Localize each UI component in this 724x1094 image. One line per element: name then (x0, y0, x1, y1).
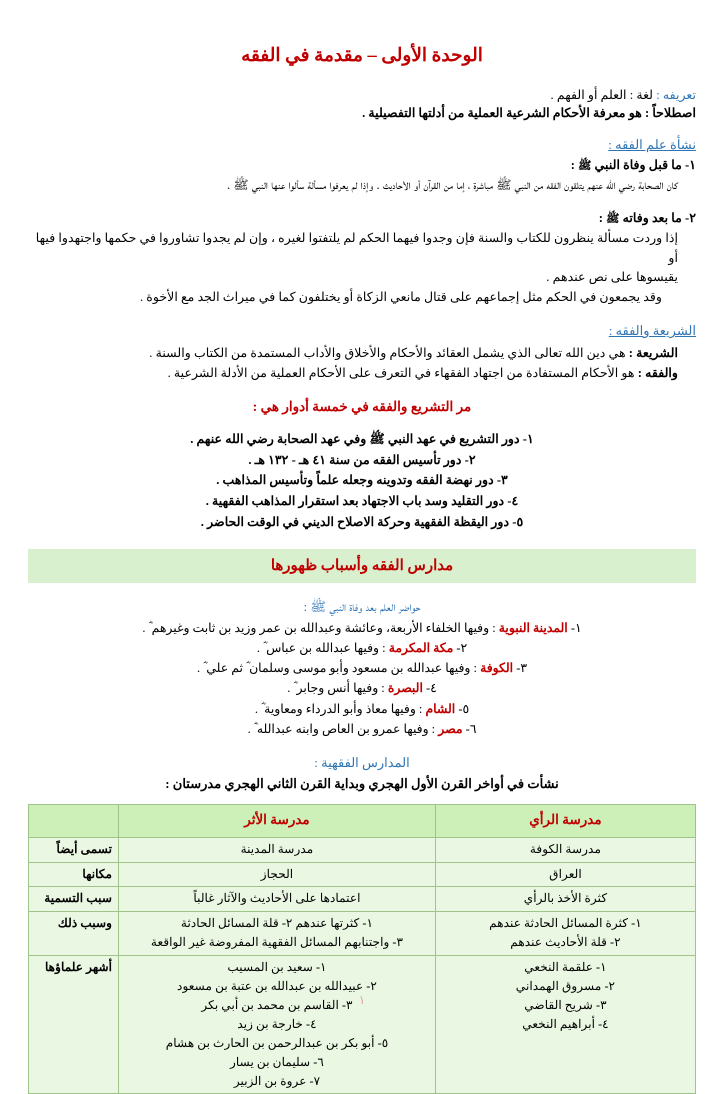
table-header-ray: مدرسة الرأي (435, 805, 695, 837)
center-name: المدينة النبوية (498, 621, 568, 636)
fiqh-label: والفقه : (637, 365, 678, 380)
definition-label: تعريفه : (656, 88, 696, 103)
row-label: مكانها (29, 862, 119, 887)
cell-line: اعتمادها على الأحاديث والآثار غالباً (193, 891, 361, 906)
definition-linguistic-text: لغة : العلم أو الفهم . (550, 88, 654, 103)
cell-line: ١- كثرة المسائل الحادثة عندهم (489, 916, 642, 931)
origin-section (28, 135, 696, 307)
cell-line: ٣- واجتنابهم المسائل الفقهية المفروضة غير الواقعة (150, 935, 404, 950)
schools-intro: نشأت في أواخر القرن الأول الهجري وبداية القرن الثاني الهجري مدرستان : (165, 776, 559, 792)
center-desc: : وفيها عبدالله بن مسعود وأبو موسى وسلمان ؓ ثم علي ؓ . (196, 661, 477, 676)
table-row (29, 887, 696, 912)
cell-line: ٤- خارجة بن زيد (237, 1016, 317, 1031)
cell-athar (119, 912, 436, 956)
origin-item-2-title (28, 209, 696, 229)
origin-item-2-colon: : (598, 211, 603, 226)
stages-list (28, 429, 696, 533)
salla-allah-icon-2: ﷺ (606, 213, 620, 226)
origin-item-1-label: ما قبل وفاة النبي (594, 158, 682, 173)
list-item (28, 678, 696, 698)
section-banner: مدارس الفقه وأسباب ظهورها (28, 549, 696, 583)
center-desc: : وفيها الخلفاء الأربعة، وعائشة وعبدالله بن عمر وزيد بن ثابت وغيرهم ؓ . (142, 621, 496, 636)
cell-ray (435, 956, 695, 1094)
list-item (28, 658, 696, 678)
center-number: ٢- (456, 641, 468, 656)
cell-line: مدرسة المدينة (240, 841, 314, 856)
cell-line: ٤- أبراهيم النخعي (522, 1016, 609, 1031)
schools-heading: المدارس الفقهية : (314, 754, 410, 770)
stages-heading: مر التشريع والفقه في خمسة أدوار هي : (252, 398, 472, 414)
schools-section (28, 753, 696, 1094)
origin-item-2-body-line2: يقيسوها على نص عندهم . (546, 270, 678, 285)
cell-athar (119, 887, 436, 912)
cell-ray (435, 862, 695, 887)
sharia-fiqh-heading: الشريعة والفقه : (608, 323, 696, 339)
cell-line: ٢- عبيدالله بن عبدالله بن عتبة بن مسعود (177, 979, 377, 994)
cell-line: ٥- أبو بكر بن عبدالرحمن بن الحارث بن هشام (165, 1035, 389, 1050)
page-title: الوحدة الأولى – مقدمة في الفقه (241, 46, 483, 66)
center-desc: : وفيها عبدالله بن عباس ؓ . (256, 641, 386, 656)
origin-heading: نشأة علم الفقه : (608, 136, 696, 152)
center-number: ٦- (465, 721, 477, 736)
cell-athar (119, 837, 436, 862)
center-name: البصرة (387, 681, 423, 696)
cell-athar (119, 862, 436, 887)
center-name: مكة المكرمة (388, 641, 454, 656)
list-item (28, 638, 696, 658)
sharia-text: هي دين الله تعالى الذي يشمل العقائد والأحكام والأخلاق والأداب المستمدة من الكتاب والسنة . (149, 345, 626, 360)
origin-item-1-body: كان الصحابة رضي الله عنهم يتلقون الفقه من النبي ﷺ مباشرة ، إما من القرآن أو الأحاديث . وإذا لم يعرفوا مسألة سألوا عنها النبي ﷺ . (227, 177, 678, 192)
origin-item-1-colon: : (570, 158, 575, 173)
center-name: الشام (425, 701, 456, 716)
origin-item-1-number: ١- (685, 158, 696, 173)
center-desc: : وفيها معاذ وأبو الدرداء ومعاوية ؓ . (254, 701, 423, 716)
table-row (29, 912, 696, 956)
table-row (29, 837, 696, 862)
schools-table (28, 804, 696, 1094)
cell-line: ١- كثرتها عندهم ٢- قلة المسائل الحادثة (180, 916, 374, 931)
list-item (28, 719, 696, 739)
table-header-athar: مدرسة الأثر (119, 805, 436, 837)
table-row (29, 956, 696, 1094)
stages-section (28, 399, 696, 533)
origin-item-2-number: ٢- (685, 211, 696, 226)
cell-line: العراق (549, 866, 582, 881)
cell-ray (435, 837, 695, 862)
centers-section (28, 597, 696, 739)
stage-item: ٢- دور تأسيس الفقه من سنة ٤١ هـ - ١٣٢ هـ . (248, 452, 476, 467)
cell-line: ٣- القاسم بن محمد بن أبي بكر (201, 997, 353, 1012)
center-number: ١- (570, 621, 582, 636)
cell-line: ١- علقمة النخعي (524, 960, 607, 975)
row-label: تسمى أيضاً (29, 837, 119, 862)
table-row (29, 862, 696, 887)
list-item (28, 699, 696, 719)
center-name: الكوفة (480, 661, 514, 676)
origin-item-2-label: ما بعد وفاته (622, 211, 682, 226)
cell-line: ٦- سليمان بن يسار (230, 1054, 324, 1069)
page-number: ١ (358, 993, 366, 1007)
stage-item: ٥- دور اليقظة الفقهية وحركة الاصلاح الديني في الوقت الحاضر . (200, 514, 524, 529)
fiqh-row (28, 363, 696, 383)
cell-line: مدرسة الكوفة (529, 841, 601, 856)
origin-item-1-title (28, 156, 696, 176)
row-label: وسبب ذلك (29, 912, 119, 956)
cell-line: ٢- مسروق الهمداني (515, 979, 616, 994)
cell-line: ٧- عروة بن الزبير (233, 1073, 321, 1088)
table-header-blank (29, 805, 119, 837)
stage-item: ٤- دور التقليد وسد باب الاجتهاد بعد استقرار المذاهب الفقهية . (205, 494, 519, 509)
row-label: سبب التسمية (29, 887, 119, 912)
definition-section (28, 86, 696, 121)
cell-ray (435, 887, 695, 912)
center-desc: : وفيها عمرو بن العاص وابنه عبدالله ؓ . (247, 721, 436, 736)
cell-line: كثرة الأخذ بالرأي (523, 891, 608, 906)
cell-athar (119, 956, 436, 1094)
centers-heading: حواضر العلم بعد وفاة النبي ﷺ : (303, 598, 421, 614)
sharia-fiqh-section (28, 321, 696, 383)
salla-allah-icon: ﷺ (578, 160, 592, 173)
center-number: ٣- (516, 661, 527, 676)
table-header-row (29, 805, 696, 837)
center-number: ٥- (458, 701, 470, 716)
cell-line: ١- سعيد بن المسيب (227, 960, 327, 975)
center-number: ٤- (426, 681, 437, 696)
center-desc: : وفيها أنس وجابر ؓ . (287, 681, 385, 696)
definition-linguistic-line (28, 86, 696, 105)
center-name: مصر (438, 721, 463, 736)
cell-ray (435, 912, 695, 956)
list-item (28, 618, 696, 638)
row-label: أشهر علماؤها (29, 956, 119, 1094)
stage-item: ١- دور التشريع في عهد النبي ﷺ وفي عهد الصحابة رضي الله عنهم . (190, 431, 534, 446)
centers-list (28, 618, 696, 739)
origin-item-2-body-line3: وقد يجمعون في الحكم مثل إجماعهم على قتال مانعي الزكاة أو يختلفون كما في ميراث الجد مع الأخوة . (139, 289, 662, 304)
cell-line: الحجاز (260, 866, 294, 881)
cell-line: ٢- قلة الأحاديث عندهم (510, 935, 621, 950)
origin-item-2-body-line1: إذا وردت مسألة ينظرون للكتاب والسنة فإن وجدوا فيهما الحكم لم يلتفتوا لغيره ، وإن لم يجدوا تشاوروا في حكمها واجتهدوا فيها أو (35, 230, 678, 265)
sharia-row (28, 343, 696, 363)
sharia-label: الشريعة : (628, 345, 678, 360)
fiqh-text: هو الأحكام المستفادة من اجتهاد الفقهاء في التعرف على الأحكام العملية من الأدلة الشرعية . (167, 365, 635, 380)
cell-line: ٣- شريح القاضي (524, 997, 607, 1012)
definition-technical-line: اصطلاحاً : هو معرفة الأحكام الشرعية العملية من أدلتها التفصيلية . (362, 105, 696, 120)
stage-item: ٣- دور نهضة الفقه وتدوينه وجعله علماً وتأسيس المذاهب . (216, 473, 508, 488)
